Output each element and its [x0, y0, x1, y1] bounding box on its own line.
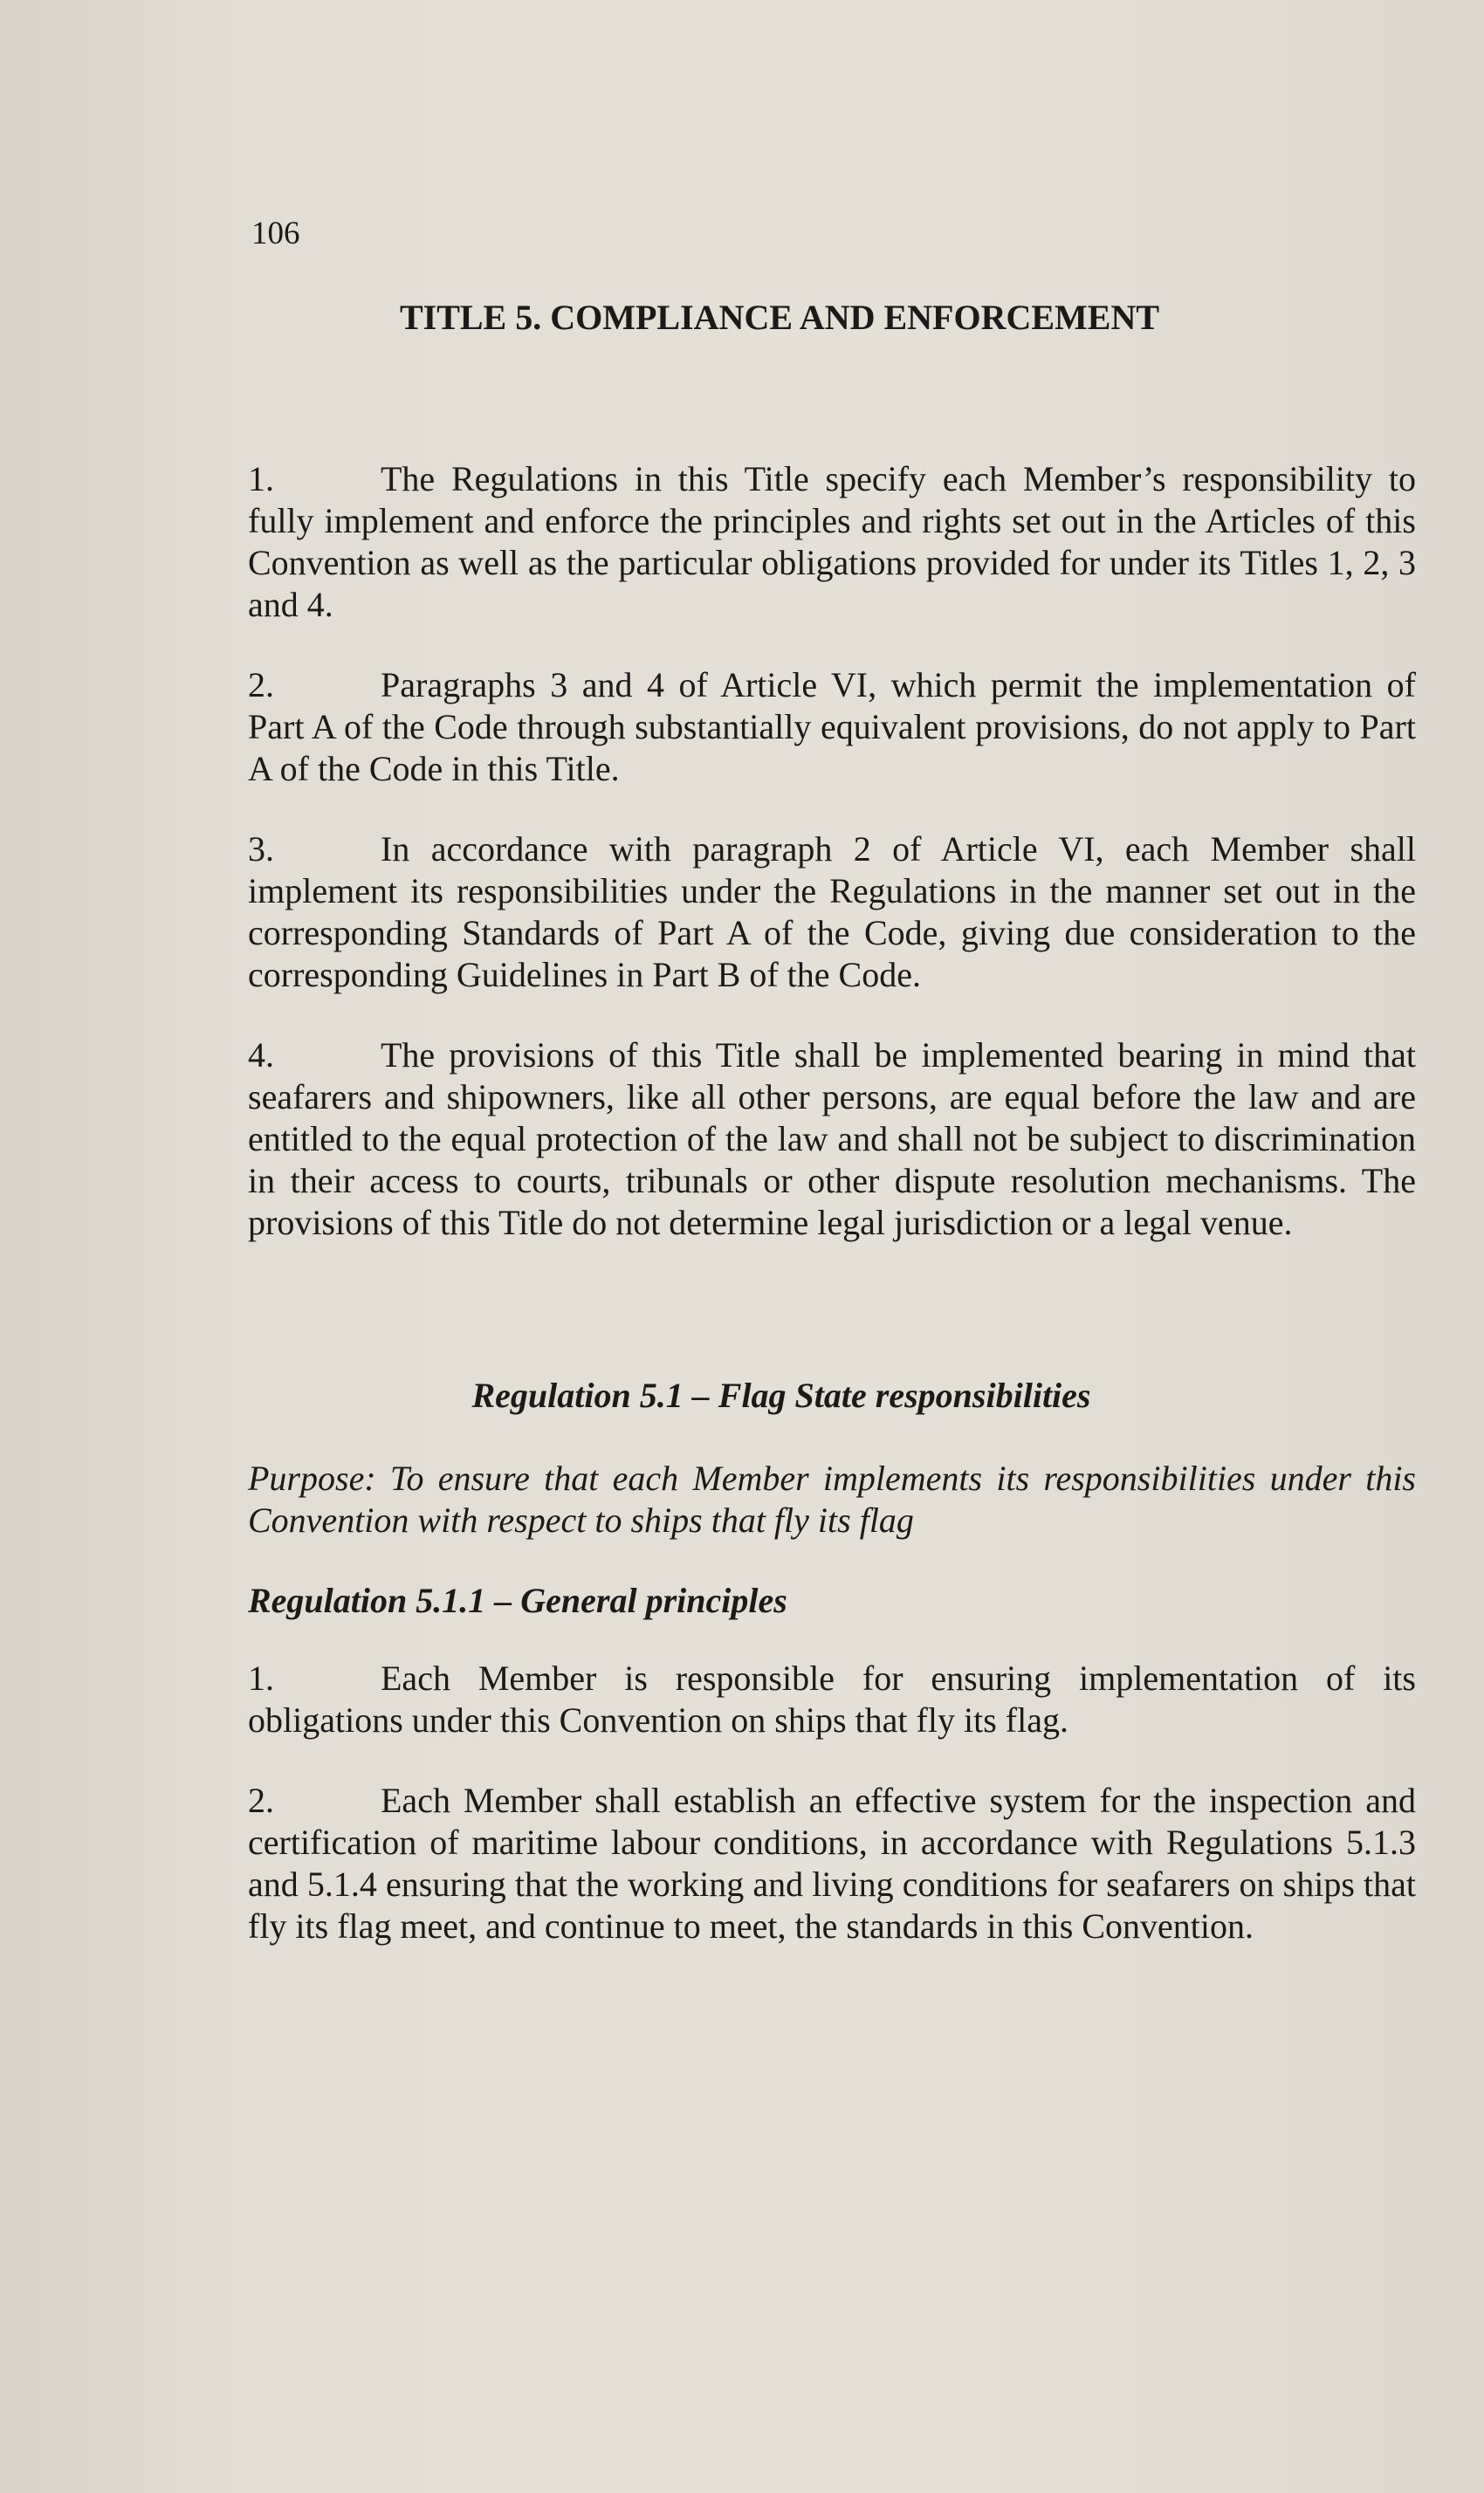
paragraph-text: The Regulations in this Title specify each Member’s responsibility to fully implement and enforce the principles and rights set out in the Articles of this Convention as well as the particular obligations provided for under its Titles 1, 2, 3 and 4.	[248, 459, 1416, 624]
paragraph-text: Paragraphs 3 and 4 of Article VI, which permit the implementation of Part A of the Code through substantially equivalent provisions, do not apply to Part A of the Code in this Title.	[248, 665, 1416, 788]
paragraph-number: 4.	[248, 1035, 274, 1075]
regulation-paragraph-2	[248, 1780, 1444, 1947]
paragraph-text: Each Member shall establish an effective system for the inspection and certification of maritime labour conditions, in accordance with Regulations 5.1.3 and 5.1.4 ensuring that the working and living conditions for seafarers on ships that fly its flag meet, and continue to meet, the standards in this Convention.	[248, 1781, 1416, 1946]
paragraph-number: 2.	[248, 665, 274, 704]
page-content	[248, 297, 1444, 1986]
regulation-purpose: Purpose: To ensure that each Member implements its responsibilities under this Convention with respect to ships that fly its flag	[248, 1459, 1416, 1540]
paragraph-1	[248, 458, 1444, 626]
paragraph-text: The provisions of this Title shall be implemented bearing in mind that seafarers and shipowners, like all other persons, are equal before the law and are entitled to the equal protection of the law and shall not be subject to discrimination in their access to courts, tribunals or other dispute resolution mechanisms. The provisions of this Title do not determine legal jurisdiction or a legal venue.	[248, 1035, 1416, 1242]
paragraph-number: 2.	[248, 1781, 274, 1820]
paragraph-number: 3.	[248, 829, 274, 869]
paragraph-text: Each Member is responsible for ensuring implementation of its obligations under this Convention on ships that fly its flag.	[248, 1659, 1416, 1740]
regulation-heading: Regulation 5.1 – Flag State responsibilities	[471, 1376, 1091, 1415]
paragraph-3	[248, 828, 1444, 996]
page-title: TITLE 5. COMPLIANCE AND ENFORCEMENT	[399, 298, 1160, 337]
paragraph-number: 1.	[248, 1659, 274, 1698]
page-number: 106	[251, 216, 300, 251]
regulation-paragraph-1	[248, 1658, 1444, 1741]
paragraph-4	[248, 1034, 1444, 1244]
paragraph-2	[248, 664, 1444, 790]
regulation-sub-heading: Regulation 5.1.1 – General principles	[248, 1581, 787, 1620]
paragraph-number: 1.	[248, 459, 274, 498]
paragraph-text: In accordance with paragraph 2 of Article VI, each Member shall implement its responsibilities under the Regulations in the manner set out in the corresponding Standards of Part A of the Code, giving due consideration to the corresponding Guidelines in Part B of the Code.	[248, 829, 1416, 994]
